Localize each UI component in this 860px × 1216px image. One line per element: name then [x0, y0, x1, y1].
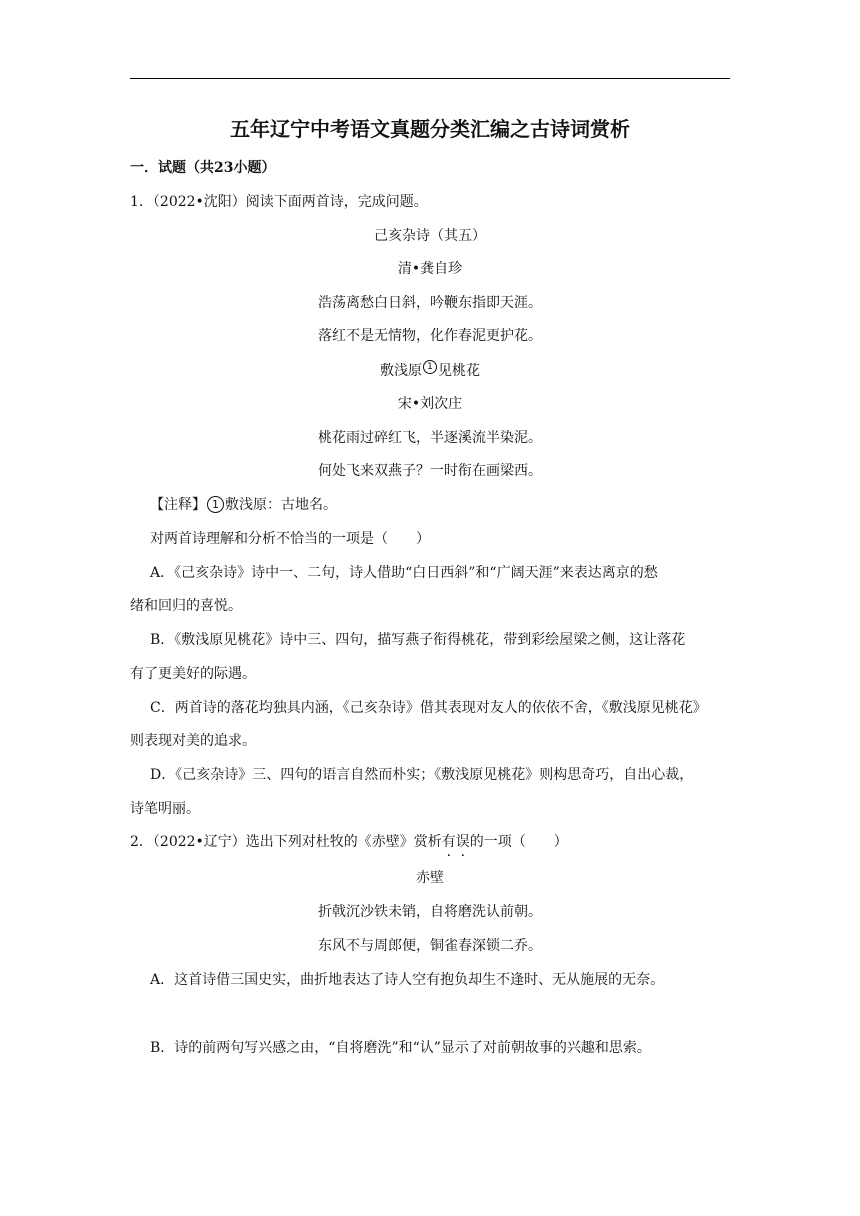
q2-option-a: A．这首诗借三国史实，曲折地表达了诗人空有抱负却生不逢时、无从施展的无奈。: [150, 972, 665, 988]
note-marker: 1: [207, 496, 224, 513]
q1-option-d-line-1: D．《己亥杂诗》三、四句的语言自然而朴实；《敷浅原见桃花》则构思奇巧，自出心裁，: [150, 767, 694, 783]
q2-option-b: B．诗的前两句写兴感之由，“自将磨洗”和“认”显示了对前朝故事的兴趣和思索。: [150, 1040, 651, 1056]
document-title: 五年辽宁中考语文真题分类汇编之古诗词赏析: [230, 117, 630, 141]
q2-poem-line-1: 折戟沉沙铁未销，自将磨洗认前朝。: [318, 904, 542, 920]
poem2-line-2: 何处飞来双燕子？一时衔在画梁西。: [318, 463, 542, 479]
q1-option-d-line-2: 诗笔明丽。: [130, 801, 200, 817]
q2-stem-part-b: 的一项（ ）: [469, 834, 568, 850]
emphasis-char-2: 误: [455, 834, 470, 850]
poem2-author: 宋•刘次庄: [397, 396, 463, 412]
poem2-line-1: 桃花雨过碎红飞，半逐溪流半染泥。: [318, 430, 542, 446]
q2-stem: [130, 832, 568, 852]
q2-stem-part-a: 2．（2022•辽宁）选出下列对杜牧的《赤壁》赏析: [130, 834, 442, 850]
poem1-author: 清•龚自珍: [397, 261, 463, 277]
q1-option-b-line-2: 有了更美好的际遇。: [130, 666, 256, 682]
q1-option-c-line-2: 则表现对美的追求。: [130, 733, 256, 749]
header-rule: [130, 78, 730, 79]
q1-option-a-line-1: A．《己亥杂诗》诗中一、二句，诗人借助“白日西斜”和“广阔天涯”来表达离京的愁: [150, 565, 658, 581]
note-label: 【注释】: [150, 497, 206, 513]
footnote-marker: 1: [423, 360, 437, 374]
q1-option-b-line-1: B．《敷浅原见桃花》诗中三、四句，描写燕子衔得桃花，带到彩绘屋梁之侧，这让落花: [150, 632, 686, 648]
poem1-line-2: 落红不是无情物，化作春泥更护花。: [318, 328, 542, 344]
emphasis-char-1: 有: [441, 834, 456, 850]
section-heading: 一．试题（共23小题）: [130, 160, 276, 176]
poem2-title-part-a: 敷浅原: [380, 363, 422, 379]
q1-option-a-line-2: 绪和回归的喜悦。: [130, 598, 242, 614]
poem2-title-part-b: 见桃花: [438, 363, 480, 379]
q1-prompt: 对两首诗理解和分析不恰当的一项是（ ）: [150, 531, 430, 547]
poem1-line-1: 浩荡离愁白日斜，吟鞭东指即天涯。: [318, 295, 542, 311]
q1-option-c-line-1: C．两首诗的落花均独具内涵，《己亥杂诗》借其表现对友人的依依不舍，《敷浅原见桃花》: [150, 700, 707, 716]
q2-poem-title: 赤壁: [416, 870, 444, 886]
poem1-title: 己亥杂诗（其五）: [374, 228, 486, 244]
q2-poem-line-2: 东风不与周郎便，铜雀春深锁二乔。: [318, 938, 542, 954]
q1-stem: 1．（2022•沈阳）阅读下面两首诗，完成问题。: [130, 194, 428, 210]
note-text: 敷浅原：古地名。: [225, 497, 337, 513]
q1-note: [150, 495, 337, 515]
poem2-title: [130, 360, 730, 381]
